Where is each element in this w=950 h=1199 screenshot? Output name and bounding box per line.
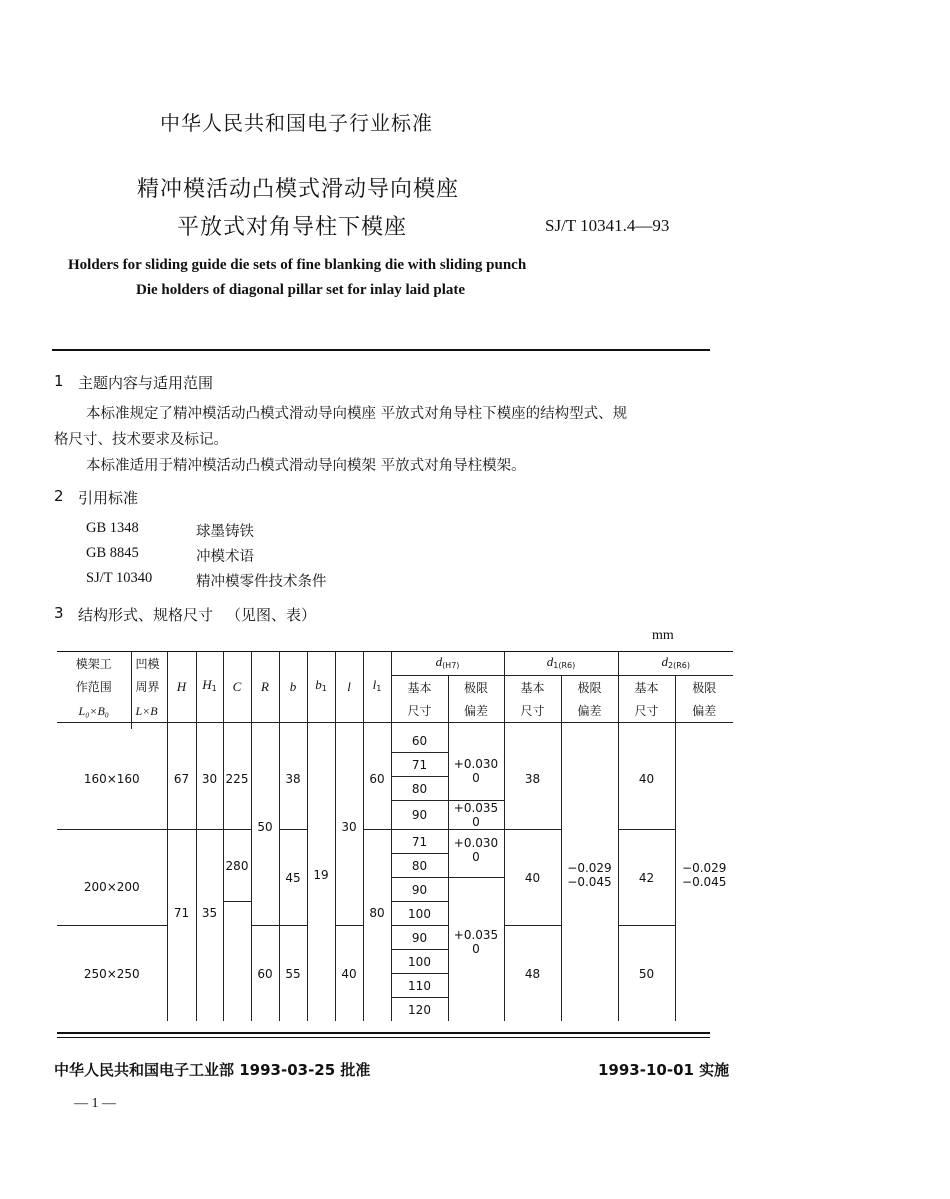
cell-d2: 40 [618, 729, 675, 830]
header-d2: d [661, 653, 668, 669]
page-number: — 1 — [74, 1096, 116, 1111]
cell-d: 80 [391, 854, 448, 878]
section1-title: 主题内容与适用范围 [78, 374, 214, 392]
cell-d: 90 [391, 801, 448, 830]
cell-d1: 40 [504, 830, 561, 926]
standard-title-line2: 平放式对角导柱下模座 [177, 215, 408, 240]
cell-d2-tol-upper: −0.029 [682, 861, 727, 875]
cell-C: 225 [223, 729, 251, 830]
spec-table [57, 651, 733, 1021]
header-b1: b [315, 677, 322, 692]
header-size: 尺寸 [504, 699, 561, 723]
cell-d: 90 [391, 926, 448, 950]
table-bottom-rule-thin [57, 1037, 710, 1038]
cell-d: 100 [391, 950, 448, 974]
cell-C: 280 [223, 830, 251, 902]
cell-d: 110 [391, 974, 448, 998]
header-b1-sub: 1 [321, 684, 327, 693]
header-H: H [176, 679, 187, 694]
cell-H1: 35 [196, 902, 223, 1022]
cell-d: 90 [391, 878, 448, 902]
header-range: 模架工 [57, 652, 131, 676]
cell-R: 50 [251, 729, 279, 926]
header-l: l [347, 679, 351, 694]
ref-code: SJ/T 10340 [86, 570, 153, 586]
table-header-row [57, 676, 733, 700]
header-dev: 偏差 [448, 699, 504, 723]
cell-tol-zero: 0 [472, 815, 480, 829]
header-dev: 偏差 [561, 699, 618, 723]
section2-number: 2 [54, 487, 64, 505]
header-C: C [232, 679, 242, 694]
section3-note: （见图、表） [226, 606, 317, 624]
ref-name: 冲模术语 [196, 549, 254, 565]
standard-title-line1: 精冲模活动凸模式滑动导向模座 [137, 177, 460, 202]
english-title-line1: Holders for sliding guide die sets of fine blanking die with sliding punch [68, 257, 527, 273]
cell-d1-tol-upper: −0.029 [567, 861, 612, 875]
standard-code: SJ/T 10341.4—93 [545, 216, 670, 235]
header-l1: l [372, 677, 377, 692]
cell-range: 160×160 [83, 772, 140, 786]
cell-R: 60 [251, 926, 279, 1022]
cell-tol-zero: 0 [472, 771, 480, 785]
cell-l: 40 [335, 926, 363, 1022]
section1-para1-line2: 格尺寸、技术要求及标记。 [54, 432, 228, 448]
unit-label: mm [652, 628, 674, 643]
cell-l: 30 [335, 729, 363, 926]
header-basic: 基本 [618, 676, 675, 700]
header-d2-sub: 2(R6) [668, 660, 690, 670]
cell-H: 71 [167, 902, 196, 1022]
section2-title: 引用标准 [78, 489, 139, 507]
cell-d2-tol-lower: −0.045 [682, 875, 727, 889]
table-row [57, 830, 733, 854]
header-rule [52, 349, 710, 351]
cell-tol: +0.035 [453, 801, 499, 815]
section1-number: 1 [54, 372, 64, 390]
header-b: b [289, 679, 297, 694]
header-limit: 极限 [561, 676, 618, 700]
table-header-row [57, 699, 733, 723]
cell-H1: 30 [196, 729, 223, 830]
header-size: 尺寸 [391, 699, 448, 723]
header-d1: d [546, 653, 554, 669]
cell-tol-zero: 0 [472, 942, 480, 956]
cell-b1: 19 [307, 729, 335, 1021]
section1-para1-line1: 本标准规定了精冲模活动凸模式滑动导向模座 平放式对角导柱下模座的结构型式、规 [86, 406, 628, 422]
header-limit: 极限 [675, 676, 733, 700]
header-H1: H [202, 677, 212, 692]
header-size: 尺寸 [618, 699, 675, 723]
header-d-sub: (H7) [442, 660, 460, 670]
header-dev: 偏差 [675, 699, 733, 723]
cell-l1: 60 [363, 729, 391, 830]
header-range: L₀×B₀ [78, 703, 109, 718]
cell-d: 71 [391, 830, 448, 854]
header-basic: 基本 [504, 676, 561, 700]
cell-tol: +0.030 [453, 836, 499, 850]
cell-d2: 42 [618, 830, 675, 926]
header-d: d [435, 653, 443, 669]
header-range: 作范围 [75, 680, 112, 695]
header-d1-sub: 1(R6) [553, 660, 576, 670]
cell-b: 38 [279, 729, 307, 830]
ref-code: GB 8845 [86, 545, 139, 561]
table-bottom-rule [57, 1032, 710, 1034]
cell-b: 55 [279, 926, 307, 1022]
cell-d1: 38 [504, 729, 561, 830]
cell-d2: 50 [618, 926, 675, 1022]
header-border: 凹模 [131, 652, 167, 676]
cell-d: 120 [391, 998, 448, 1022]
header-border: 周界 [131, 676, 167, 700]
section3-number: 3 [54, 604, 64, 622]
header-basic: 基本 [391, 676, 448, 700]
english-title-line2: Die holders of diagonal pillar set for inlay laid plate [136, 282, 466, 298]
header-l1-sub: 1 [376, 684, 382, 693]
cell-tol-zero: 0 [472, 850, 480, 864]
header-border: L×B [135, 703, 158, 718]
cell-tol: +0.030 [453, 757, 499, 771]
cell-d1-tol-lower: −0.045 [567, 875, 612, 889]
cell-d: 80 [391, 777, 448, 801]
cell-range: 250×250 [57, 926, 167, 1022]
approval-line: 中华人民共和国电子工业部 1993-03-25 批准 [54, 1061, 371, 1079]
cell-b: 45 [279, 830, 307, 926]
cell-d2-tol [675, 729, 733, 1021]
section3-title: 结构形式、规格尺寸 [78, 606, 214, 624]
cell-d: 71 [391, 753, 448, 777]
header-R: R [261, 679, 269, 694]
ref-code: GB 1348 [86, 520, 139, 536]
cell-H: 67 [167, 729, 196, 830]
header-H1-sub: 1 [211, 684, 217, 693]
ref-name: 球墨铸铁 [196, 524, 254, 540]
table-row [57, 926, 733, 950]
ref-name: 精冲模零件技术条件 [196, 574, 327, 590]
cell-d: 100 [391, 902, 448, 926]
table-row [57, 729, 733, 753]
header-limit: 极限 [448, 676, 504, 700]
section1-para2: 本标准适用于精冲模活动凸模式滑动导向模架 平放式对角导柱模架。 [86, 458, 526, 474]
cell-range: 200×200 [57, 830, 167, 926]
cell-d1: 48 [504, 926, 561, 1022]
implementation-line: 1993-10-01 实施 [598, 1061, 730, 1079]
cell-d: 60 [391, 729, 448, 753]
table-header-row [57, 652, 733, 676]
org-title: 中华人民共和国电子行业标准 [160, 111, 433, 135]
cell-tol: +0.035 [453, 928, 499, 942]
cell-l1: 80 [363, 902, 391, 1022]
cell-d1-tol [561, 729, 618, 1021]
